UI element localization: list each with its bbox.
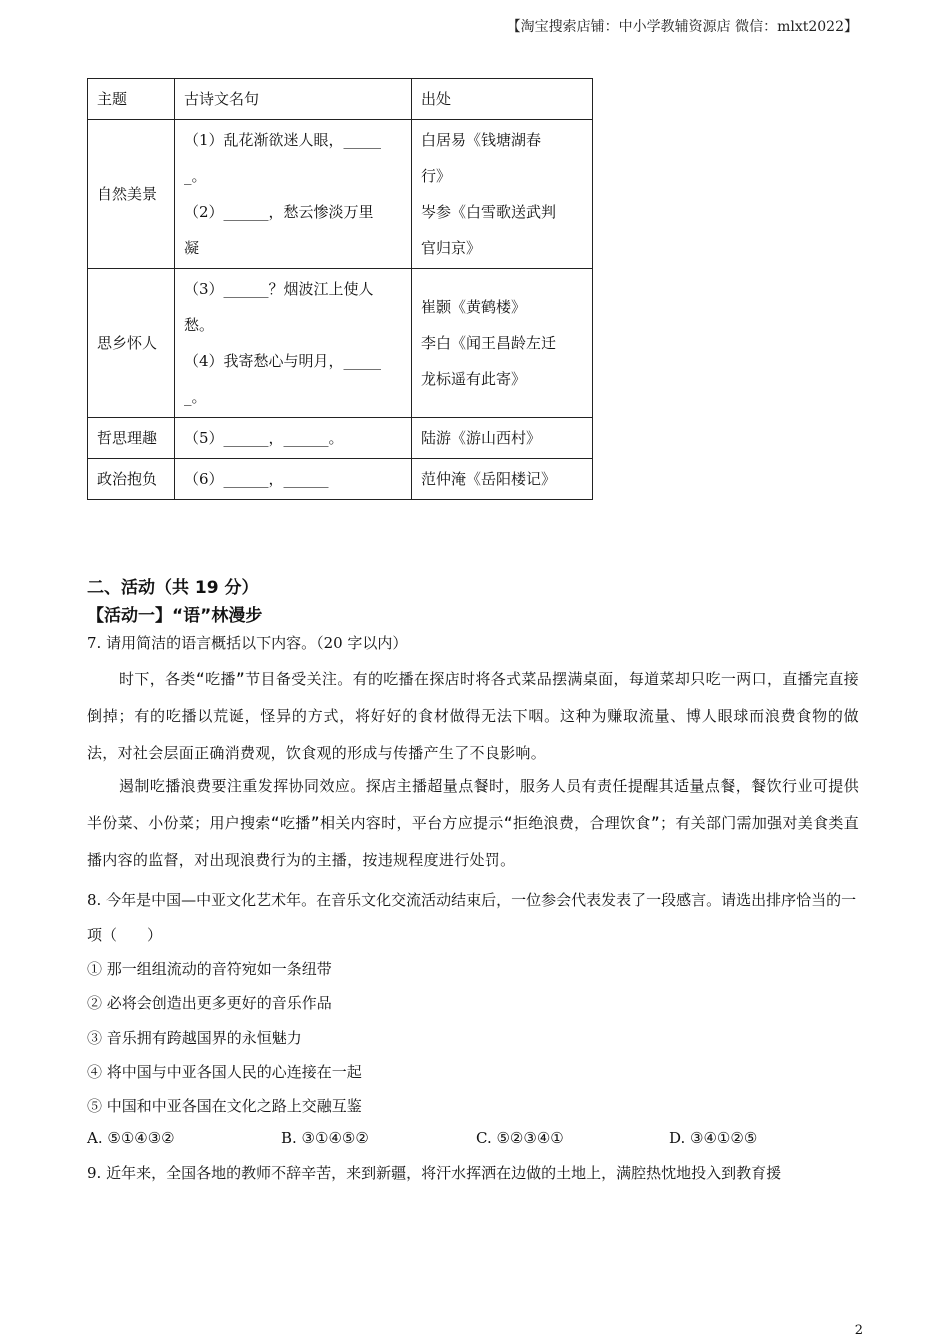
row-source: [412, 459, 593, 500]
header-source: 出处: [412, 79, 593, 120]
table-row: [88, 120, 593, 269]
row-theme: 自然美景: [88, 120, 175, 269]
row-theme: 哲思理趣: [88, 418, 175, 459]
page-number: 2: [854, 1323, 863, 1338]
question-8-prompt: 8. 今年是中国—中亚文化艺术年。在音乐文化交流活动结束后，一位参会代表发表了一段感言。请选出排序恰当的一项（ ）: [87, 891, 857, 944]
choice-b: B. ③①④⑤②: [281, 1129, 369, 1147]
list-item: ① 那一组组流动的音符宛如一条纽带: [87, 960, 332, 978]
choice-d: D. ③④①②⑤: [669, 1129, 758, 1147]
row-lines: [175, 120, 412, 269]
poem-line: _。: [184, 388, 207, 406]
row-lines: [175, 459, 412, 500]
source-line: 崔颢《黄鹤楼》: [421, 298, 527, 316]
row-source: [412, 120, 593, 269]
row-theme: 政治抱负: [88, 459, 175, 500]
row-source: [412, 418, 593, 459]
source-line: 龙标遥有此寄》: [421, 370, 527, 388]
list-item: ③ 音乐拥有跨越国界的永恒魅力: [87, 1029, 302, 1047]
poem-line: （3）______？烟波江上使人: [184, 280, 374, 298]
table-header-row: [88, 79, 593, 120]
poem-line: （6）______，______: [184, 470, 329, 488]
question-9-prompt: 9. 近年来，全国各地的教师不辞辛苦，来到新疆，将汗水挥洒在边做的土地上，满腔热忱地投入到教育援: [87, 1164, 782, 1182]
choice-c: C. ⑤②③④①: [476, 1129, 564, 1147]
list-item: ⑤ 中国和中亚各国在文化之路上交融互鉴: [87, 1097, 362, 1115]
source-line: 行》: [421, 167, 452, 185]
source-line: 岑参《白雪歌送武判: [421, 203, 557, 221]
row-source: [412, 269, 593, 418]
poem-line: （5）______，______。: [184, 429, 344, 447]
poem-line: 愁。: [184, 316, 215, 334]
question-7-paragraph-2: 遏制吃播浪费要注重发挥协同效应。探店主播超量点餐时，服务人员有责任提醒其适量点餐，餐饮行业可提供半份菜、小份菜；用户搜索“吃播”相关内容时，平台方应提示“拒绝浪费，合理饮食”；有关部门需加强对美食类直播内容的监督，对出现浪费行为的主播，按违规程度进行处罚。: [87, 777, 859, 869]
table-row: [88, 418, 593, 459]
poem-line: （4）我寄愁心与明月，_____: [184, 352, 382, 370]
poem-line: （2）______，愁云惨淡万里: [184, 203, 374, 221]
source-line: 官归京》: [421, 239, 482, 257]
poem-line: _。: [184, 167, 207, 185]
page-header: 【淘宝搜索店铺：中小学教辅资源店 微信：mlxt2022】: [506, 19, 858, 35]
row-theme: 思乡怀人: [88, 269, 175, 418]
section-title: 二、活动（共 19 分）: [87, 578, 259, 598]
source-line: 陆游《游山西村》: [421, 429, 542, 447]
list-item: ④ 将中国与中亚各国人民的心连接在一起: [87, 1063, 362, 1081]
source-line: 范仲淹《岳阳楼记》: [421, 470, 557, 488]
question-7-prompt: 7. 请用简洁的语言概括以下内容。（20 字以内）: [87, 634, 408, 652]
header-lines: 古诗文名句: [175, 79, 412, 120]
poem-line: （1）乱花渐欲迷人眼，_____: [184, 131, 382, 149]
choice-a: A. ⑤①④③②: [87, 1129, 175, 1147]
list-item: ② 必将会创造出更多更好的音乐作品: [87, 994, 332, 1012]
activity-title: 【活动一】“语”林漫步: [87, 606, 263, 626]
row-lines: [175, 269, 412, 418]
question-7-paragraph-1: 时下，各类“吃播”节目备受关注。有的吃播在探店时将各式菜品摆满桌面，每道菜却只吃一两口，直播完直接倒掉；有的吃播以荒诞，怪异的方式，将好好的食材做得无法下咽。这种为赚取流量、博人眼球而浪费食物的做法，对社会层面正确消费观，饮食观的形成与传播产生了不良影响。: [87, 670, 859, 762]
source-line: 白居易《钱塘湖春: [421, 131, 542, 149]
poem-line: 凝: [184, 239, 200, 257]
row-lines: [175, 418, 412, 459]
poetry-table: [87, 78, 593, 500]
table-row: [88, 269, 593, 418]
source-line: 李白《闻王昌龄左迁: [421, 334, 557, 352]
table-row: [88, 459, 593, 500]
header-theme: 主题: [88, 79, 175, 120]
